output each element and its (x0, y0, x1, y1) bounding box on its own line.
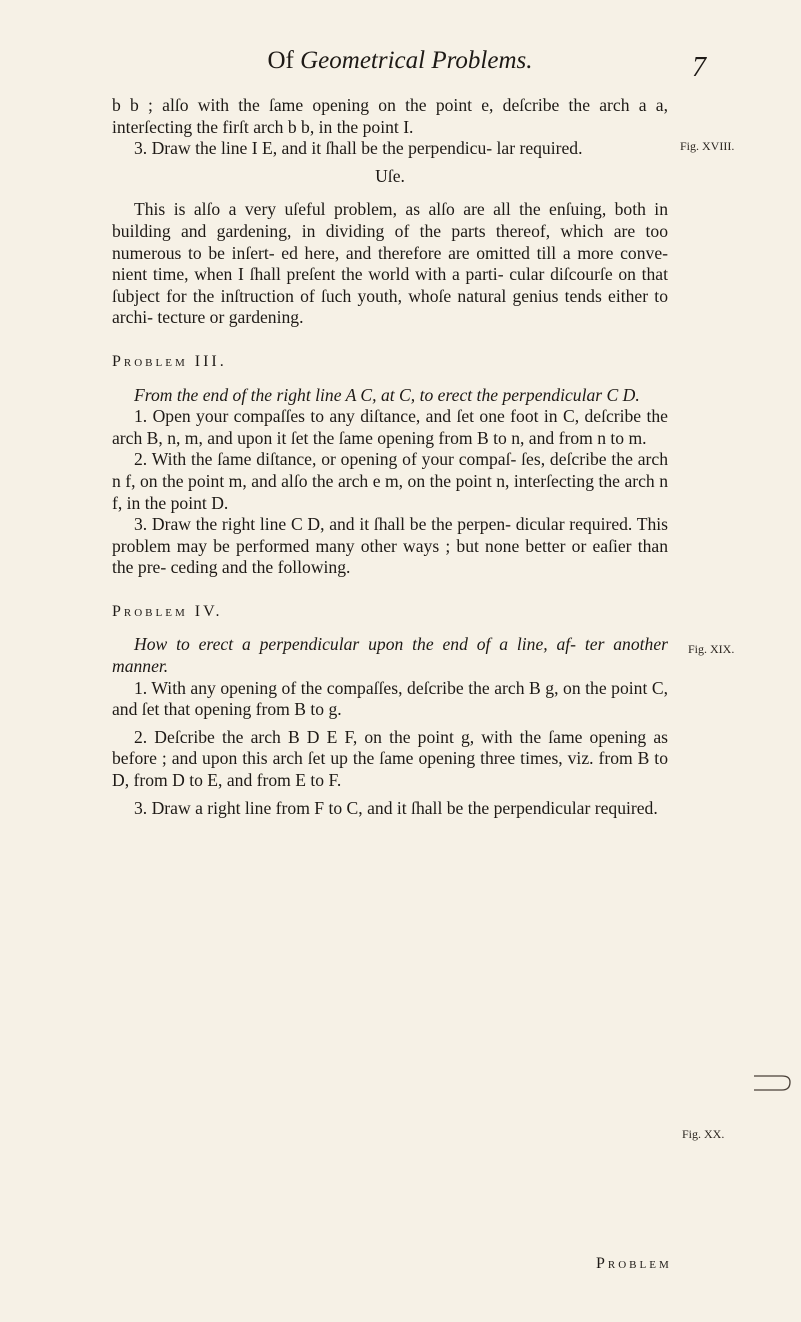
problem-4-heading: Problem IV. (112, 602, 223, 620)
problem-3-title: From the end of the right line A C, at C, to erect the perpendicular C D. (134, 384, 640, 405)
running-head (130, 46, 670, 76)
use-heading: Uſe. (375, 165, 405, 186)
problem-4-step-1: 1. With any opening of the compaſſes, deſcribe the arch B g, on the point C, and ſet that opening from B to g. (112, 677, 668, 720)
problem-4-title: How to erect a perpendicular upon the end of a line, af- ter another manner. (112, 634, 668, 677)
running-head-title: Geometrical Problems. (300, 47, 533, 74)
running-head-prefix: Of (267, 47, 294, 74)
problem-3-heading: Problem III. (112, 352, 227, 370)
body-text (112, 95, 668, 819)
problem-3-step-3: 3. Draw the right line C D, and it ſhall be the perpen- dicular required. This problem may be performed many other ways ; but none better or eaſier than the pre- ceding and the following. (112, 514, 668, 578)
use-paragraph: This is alſo a very uſeful problem, as alſo are all the enſuing, both in building and gardening, in dividing of the parts thereof, which are too numerous to be inſert- ed here, and therefore are omitted till a more conve- nient time, when I ſhall preſent the world with a parti- cular diſcourſe on that ſubject for the inſtruction of ſuch youth, whoſe natural genius tends either to archi- tecture or gardening. (112, 199, 668, 328)
margin-note-fig-20: Fig. XX. (682, 1127, 725, 1141)
problem-4-step-2: 2. Deſcribe the arch B D E F, on the point g, with the ſame opening as before ; and upon this arch ſet up the ſame opening three times, viz. from B to D, from D to E, and from E to F. (112, 726, 668, 791)
problem-4-step-3: 3. Draw a right line from F to C, and it ſhall be the perpendicular required. (134, 797, 658, 818)
margin-note-fig-18: Fig. XVIII. (680, 139, 735, 153)
page-number: 7 (692, 52, 706, 83)
problem-3-step-2: 2. With the ſame diſtance, or opening of your compaſ- ſes, deſcribe the arch n f, on the point m, and alſo the arch e m, on the point n, interſecting the arch n f, in the point D. (112, 449, 668, 513)
bracket-mark-icon (752, 1072, 792, 1094)
margin-note-fig-19: Fig. XIX. (688, 642, 735, 656)
paragraph-continuation: b b ; alſo with the ſame opening on the point e, deſcribe the arch a a, interſecting the firſt arch b b, in the point I. (112, 95, 668, 137)
step-3-draw-line: 3. Draw the line I E, and it ſhall be the perpendicu- lar required. (134, 138, 583, 159)
problem-3-step-1: 1. Open your compaſſes to any diſtance, and ſet one foot in C, deſcribe the arch B, n, m, and upon it ſet the ſame opening from B to n, and from n to m. (112, 406, 668, 448)
catchword: Problem (596, 1255, 672, 1272)
